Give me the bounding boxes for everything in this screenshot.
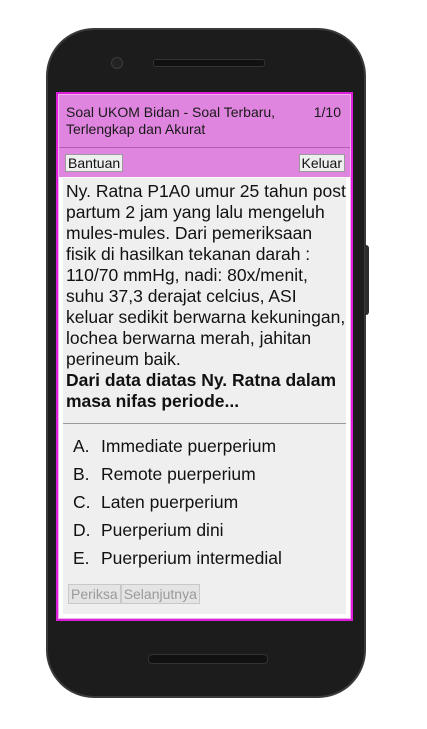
question-body: [66, 181, 346, 412]
app-screen: [56, 92, 353, 621]
footer-actions: [68, 584, 200, 604]
option-c[interactable]: [63, 490, 282, 518]
app-header: [59, 95, 350, 148]
option-b[interactable]: [63, 462, 282, 490]
option-label: Puerperium dini: [101, 520, 224, 540]
option-label: Remote puerperium: [101, 464, 256, 484]
home-bar: [148, 654, 268, 664]
option-letter: E.: [73, 548, 90, 568]
option-letter: C.: [73, 492, 91, 512]
question-text: Ny. Ratna P1A0 umur 25 tahun post partum 2 jam yang lalu mengeluh mules-mules. Dari pemeriksaan fisik di hasilkan tekanan darah : 110/70 mmHg, nadi: 80x/menit, suhu 37,3 derajat celcius, ASI keluar sedikit berwarna kekuningan, lochea berwarna merah, jahitan perineum baik.: [66, 181, 346, 369]
app-container: [58, 94, 351, 619]
next-button[interactable]: Selanjutnya: [121, 584, 200, 604]
question-panel: [63, 178, 346, 614]
question-prompt: Dari data diatas Ny. Ratna dalam masa nifas periode...: [66, 370, 337, 411]
phone-side-button: [365, 245, 369, 315]
option-label: Laten puerperium: [101, 492, 239, 512]
help-button[interactable]: Bantuan: [65, 154, 123, 172]
option-e[interactable]: [63, 546, 282, 574]
toolbar: [59, 148, 350, 177]
option-d[interactable]: [63, 518, 282, 546]
question-counter: 1/10: [313, 104, 341, 120]
page-title: Soal UKOM Bidan - Soal Terbaru, Terlengkap dan Akurat: [66, 104, 276, 137]
option-label: Immediate puerperium: [101, 436, 277, 456]
answer-options: [63, 434, 282, 574]
divider: [63, 423, 346, 424]
option-letter: B.: [73, 464, 90, 484]
speaker-grille: [153, 59, 265, 67]
check-button[interactable]: Periksa: [68, 584, 121, 604]
option-letter: D.: [73, 520, 91, 540]
option-label: Puerperium intermedial: [101, 548, 282, 568]
camera-icon: [111, 57, 123, 69]
option-letter: A.: [73, 436, 90, 456]
exit-button[interactable]: Keluar: [299, 154, 345, 172]
option-a[interactable]: [63, 434, 282, 462]
